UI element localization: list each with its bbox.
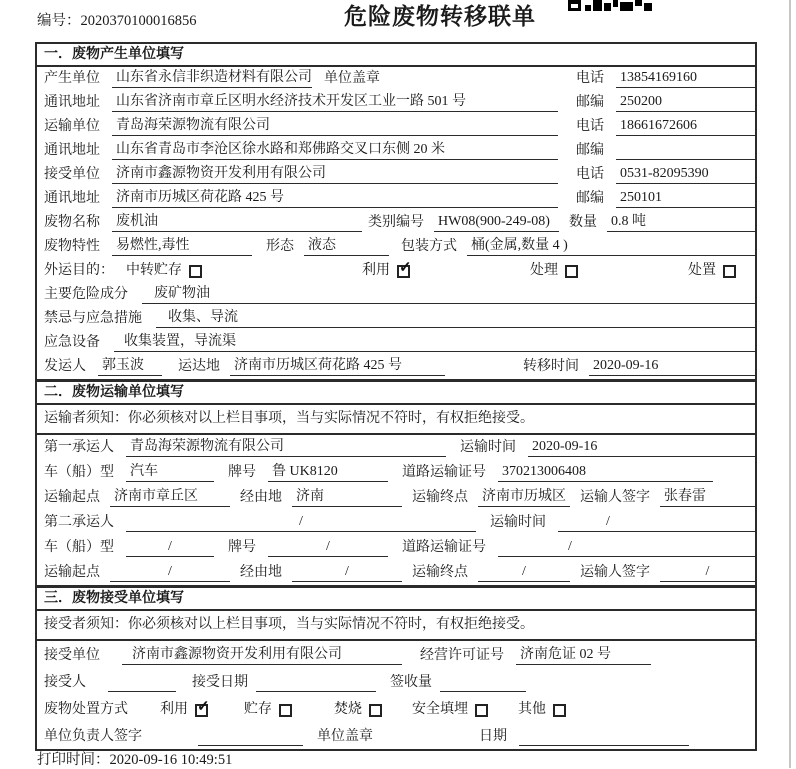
transporter-notice: 运输者须知：你必须核对以上栏目事项，当与实际情况不符时，有权拒绝接受。 — [37, 405, 755, 435]
transport-time-label: 运输时间 — [490, 515, 546, 531]
taboo-label: 禁忌与应急措施 — [44, 311, 142, 327]
postcode-label: 邮编 — [576, 95, 604, 111]
disposal-option-storage — [244, 702, 292, 719]
route-end-label: 运输终点 — [412, 490, 468, 506]
vehicle-type-value: / — [126, 539, 214, 557]
carrier1-value: 青岛海荣源物流有限公司 — [126, 439, 446, 457]
waste-traits-label: 废物特性 — [44, 239, 100, 255]
stamp-label: 单位盖章 — [324, 71, 380, 87]
checkbox — [553, 704, 566, 717]
transporter-postcode-value — [616, 143, 755, 160]
received-amount-label: 签收量 — [390, 675, 432, 691]
row-vehicle2 — [37, 535, 755, 560]
receiver-address-value: 济南市历城区荷花路 425 号 — [112, 190, 558, 208]
row-hazard — [37, 283, 755, 307]
checkbox-label: 焚烧 — [334, 702, 362, 718]
section2-heading: 二．废物运输单位填写 — [37, 382, 755, 405]
carrier1-time-value: 2020-09-16 — [528, 439, 755, 457]
carrier1-label: 第一承运人 — [44, 440, 114, 456]
serial-value: 2020370100016856 — [80, 13, 197, 29]
manifest-form — [35, 42, 757, 751]
qr-code-partial-icon — [568, 0, 652, 11]
checkbox-label: 处理 — [530, 263, 558, 279]
road-license-label: 道路运输证号 — [402, 540, 486, 556]
waste-name-label: 废物名称 — [44, 215, 100, 231]
route-start-value: / — [110, 564, 230, 582]
checkbox — [195, 704, 208, 717]
scan-edge-artifact — [789, 0, 791, 768]
checkbox — [397, 265, 410, 278]
waste-form-value: 液态 — [304, 238, 389, 256]
date-label: 日期 — [479, 729, 507, 745]
purpose-label: 外运目的： — [44, 263, 114, 279]
transporter-phone-value: 18661672606 — [616, 118, 755, 136]
waste-qty-value: 0.8 吨 — [607, 214, 755, 232]
checkbox — [369, 704, 382, 717]
responsible-sign-value — [198, 729, 303, 746]
row-waste-name — [37, 211, 755, 235]
page-title: 危险废物转移联单 — [344, 4, 536, 29]
checkbox-label: 处置 — [688, 263, 716, 279]
row-carrier1 — [37, 435, 755, 460]
checkbox-label: 安全填埋 — [412, 702, 468, 718]
acceptor-label: 接受人 — [44, 675, 86, 691]
producer-value: 山东省永信非织造材料有限公司 — [112, 70, 312, 88]
row-producer — [37, 67, 755, 91]
checkbox-label: 利用 — [160, 702, 188, 718]
checkbox — [723, 265, 736, 278]
producer-postcode-value: 250200 — [616, 94, 755, 112]
row-vehicle1 — [37, 460, 755, 485]
receiver-postcode-value: 250101 — [616, 190, 755, 208]
receiver-label: 接受单位 — [44, 167, 100, 183]
section-producer — [37, 44, 755, 379]
producer-label: 产生单位 — [44, 71, 100, 87]
transporter-value: 青岛海荣源物流有限公司 — [112, 118, 558, 136]
row-receiver-address — [37, 187, 755, 211]
disposal-option-landfill — [412, 702, 488, 719]
packing-label: 包装方式 — [401, 239, 457, 255]
plate-value: 鲁 UK8120 — [268, 464, 388, 482]
purpose-option-treat — [530, 263, 578, 280]
waste-qty-label: 数量 — [569, 215, 597, 231]
receiving-unit-value: 济南市鑫源物资开发利用有限公司 — [122, 647, 402, 665]
disposal-option-reuse — [160, 702, 208, 719]
permit-label: 经营许可证号 — [420, 648, 504, 664]
route-start-label: 运输起点 — [44, 490, 100, 506]
accept-date-value — [256, 675, 376, 692]
print-time-line — [37, 752, 232, 769]
acceptor-value — [108, 675, 176, 692]
transporter-label: 运输单位 — [44, 119, 100, 135]
disposal-option-other — [518, 702, 566, 719]
receiver-value: 济南市鑫源物资开发利用有限公司 — [112, 166, 558, 184]
print-time-label: 打印时间： — [37, 752, 110, 768]
received-amount-value — [440, 675, 526, 692]
row-receiving-unit — [37, 641, 755, 668]
taboo-value: 收集、导流 — [156, 310, 755, 328]
row-dispatch — [37, 355, 755, 379]
responsible-sign-label: 单位负责人签字 — [44, 729, 142, 745]
checkbox — [475, 704, 488, 717]
row-transporter-address — [37, 139, 755, 163]
serial-label: 编号： — [37, 13, 81, 29]
equipment-label: 应急设备 — [44, 335, 100, 351]
packing-value: 桶(金属,数量 4 ) — [467, 238, 755, 256]
route-via-label: 经由地 — [240, 565, 282, 581]
carrier-sign-label: 运输人签字 — [580, 490, 650, 506]
checkbox-label: 利用 — [362, 263, 390, 279]
checkbox-label: 其他 — [518, 702, 546, 718]
route-end-value: / — [478, 564, 570, 582]
postcode-label: 邮编 — [576, 191, 604, 207]
carrier-sign-value: 张春雷 — [660, 489, 755, 507]
row-route1 — [37, 485, 755, 510]
row-signoff — [37, 722, 755, 749]
phone-label: 电话 — [576, 71, 604, 87]
producer-phone-value: 13854169160 — [616, 70, 755, 88]
row-transporter — [37, 115, 755, 139]
address-label: 通讯地址 — [44, 95, 100, 111]
vehicle-type-label: 车（船）型 — [44, 540, 114, 556]
disposal-method-label: 废物处置方式 — [44, 702, 128, 718]
section-receiver — [37, 585, 755, 749]
route-end-label: 运输终点 — [412, 565, 468, 581]
waste-code-value: HW08(900-249-08) — [434, 214, 559, 232]
plate-value: / — [268, 539, 388, 557]
vehicle-type-label: 车（船）型 — [44, 465, 114, 481]
document-header — [0, 0, 796, 42]
row-acceptor — [37, 668, 755, 695]
dispatcher-value: 郭玉波 — [98, 358, 162, 376]
road-license-label: 道路运输证号 — [402, 465, 486, 481]
producer-address-value: 山东省济南市章丘区明水经济技术开发区工业一路 501 号 — [112, 94, 558, 112]
phone-label: 电话 — [576, 119, 604, 135]
equipment-value: 收集装置，导流渠 — [114, 334, 755, 352]
checkbox — [279, 704, 292, 717]
section1-heading: 一．废物产生单位填写 — [37, 44, 755, 67]
route-start-label: 运输起点 — [44, 565, 100, 581]
carrier-sign-value: / — [660, 564, 755, 582]
hazard-label: 主要危险成分 — [44, 287, 128, 303]
checkbox — [565, 265, 578, 278]
vehicle-type-value: 汽车 — [126, 464, 214, 482]
date-value — [519, 729, 689, 746]
hazard-value: 废矿物油 — [142, 286, 755, 304]
purpose-option-reuse — [362, 263, 410, 280]
receiver-notice: 接受者须知：你必须核对以上栏目事项，当与实际情况不符时，有权拒绝接受。 — [37, 611, 755, 641]
row-waste-traits — [37, 235, 755, 259]
transporter-address-value: 山东省青岛市李沧区徐水路和郑佛路交叉口东侧 20 米 — [112, 142, 558, 160]
purpose-option-dispose — [688, 263, 736, 280]
route-end-value: 济南市历城区 — [478, 489, 570, 507]
checkbox-label: 中转贮存 — [126, 263, 182, 279]
waste-name-value: 废机油 — [112, 214, 362, 232]
route-via-value: 济南 — [292, 489, 402, 507]
route-via-value: / — [292, 564, 402, 582]
route-start-value: 济南市章丘区 — [110, 489, 230, 507]
destination-label: 运达地 — [178, 359, 220, 375]
waste-code-label: 类别编号 — [368, 215, 424, 231]
checkbox-label: 贮存 — [244, 702, 272, 718]
dispatcher-label: 发运人 — [44, 359, 86, 375]
section-transporter — [37, 379, 755, 585]
address-label: 通讯地址 — [44, 143, 100, 159]
postcode-label: 邮编 — [576, 143, 604, 159]
row-equipment — [37, 331, 755, 355]
row-carrier2 — [37, 510, 755, 535]
row-taboo — [37, 307, 755, 331]
carrier2-label: 第二承运人 — [44, 515, 114, 531]
plate-label: 牌号 — [228, 540, 256, 556]
address-label: 通讯地址 — [44, 191, 100, 207]
transfer-time-value: 2020-09-16 — [589, 358, 755, 376]
carrier2-time-value: / — [558, 514, 755, 532]
row-route2 — [37, 560, 755, 585]
carrier2-value: / — [126, 514, 476, 532]
road-license-value: / — [498, 539, 755, 557]
section3-heading: 三．废物接受单位填写 — [37, 588, 755, 611]
accept-date-label: 接受日期 — [192, 675, 248, 691]
destination-value: 济南市历城区荷花路 425 号 — [230, 358, 445, 376]
waste-form-label: 形态 — [266, 239, 294, 255]
row-producer-address — [37, 91, 755, 115]
route-via-label: 经由地 — [240, 490, 282, 506]
purpose-option-storage — [126, 263, 202, 280]
disposal-option-incinerate — [334, 702, 382, 719]
receiving-unit-label: 接受单位 — [44, 648, 100, 664]
receiver-phone-value: 0531-82095390 — [616, 166, 755, 184]
road-license-value: 370213006408 — [498, 464, 713, 482]
waste-traits-value: 易燃性,毒性 — [112, 238, 252, 256]
row-purpose — [37, 259, 755, 283]
plate-label: 牌号 — [228, 465, 256, 481]
transfer-time-label: 转移时间 — [523, 359, 579, 375]
print-time-value: 2020-09-16 10:49:51 — [109, 752, 233, 768]
permit-value: 济南危证 02 号 — [516, 647, 651, 665]
row-receiver — [37, 163, 755, 187]
carrier-sign-label: 运输人签字 — [580, 565, 650, 581]
transport-time-label: 运输时间 — [460, 440, 516, 456]
unit-stamp-label: 单位盖章 — [317, 729, 373, 745]
row-disposal-method — [37, 695, 755, 722]
checkbox — [189, 265, 202, 278]
phone-label: 电话 — [576, 167, 604, 183]
